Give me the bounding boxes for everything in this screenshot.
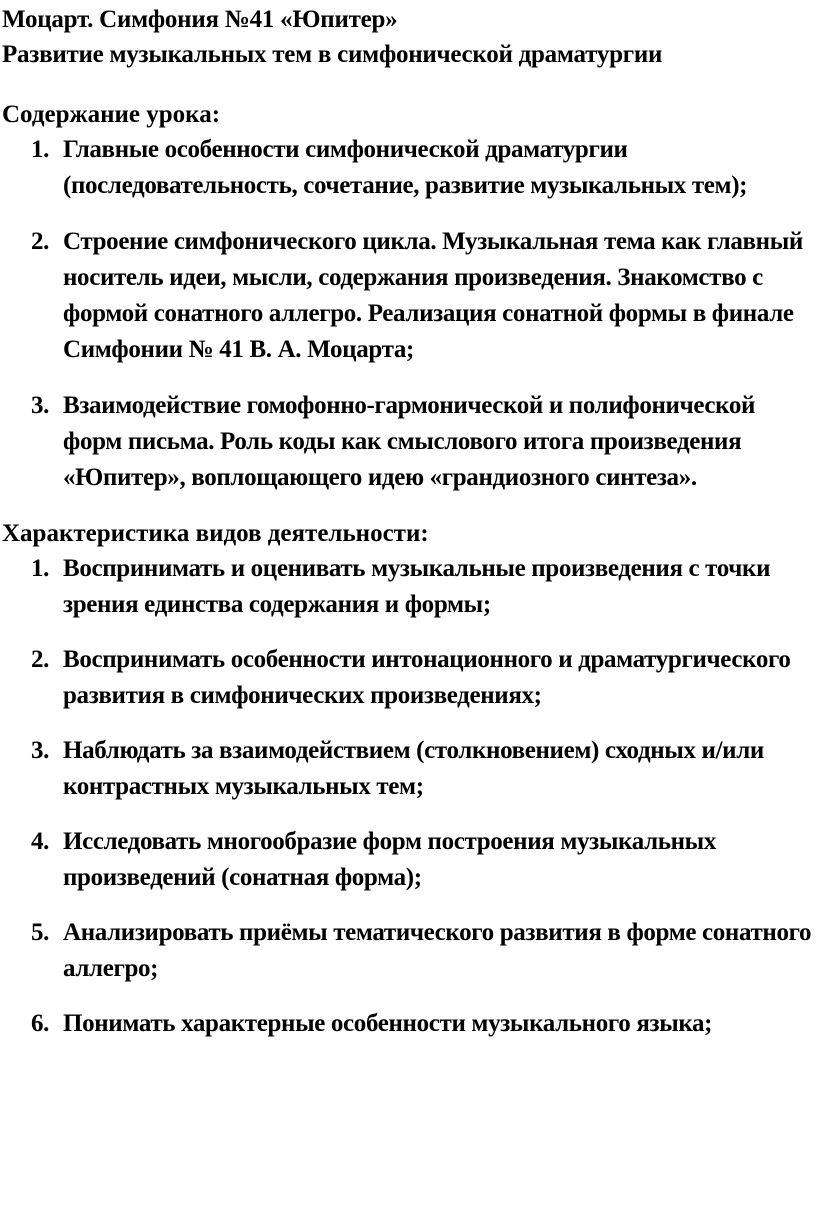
list-item-text: Понимать характерные особенности музыкального языка;: [63, 1010, 713, 1037]
content-item-1: [2, 132, 816, 204]
activity-item-6: [2, 1006, 816, 1042]
list-number: 5.: [31, 919, 50, 946]
activity-item-3: [2, 733, 816, 805]
list-number: 6.: [31, 1010, 50, 1037]
list-number: 1.: [31, 555, 50, 582]
list-number: 3.: [31, 392, 50, 419]
list-number: 2.: [31, 646, 50, 673]
list-item-text: Воспринимать особенности интонационного и драматургического развития в симфонических произведениях;: [63, 646, 791, 709]
content-list: [2, 132, 816, 496]
list-item-text: Взаимодействие гомофонно-гармонической и полифонической форм письма. Роль коды как смыслового итога произведения «Юпитер», воплощающего идею «грандиозного синтеза».: [63, 392, 756, 491]
list-item-text: Воспринимать и оценивать музыкальные произведения с точки зрения единства содержания и формы;: [63, 555, 771, 618]
activities-list: [2, 551, 816, 1042]
list-item-text: Главные особенности симфонической драматургии (последовательность, сочетание, развитие музыкальных тем);: [63, 136, 748, 199]
list-item-text: Анализировать приёмы тематического развития в форме сонатного аллегро;: [63, 919, 812, 982]
document-title: Моцарт. Симфония №41 «Юпитер»: [2, 6, 398, 33]
content-item-2: [2, 224, 816, 368]
activities-heading: Характеристика видов деятельности:: [2, 520, 429, 547]
list-item-text: Строение симфонического цикла. Музыкальная тема как главный носитель идеи, мысли, содержания произведения. Знакомство с формой сонатного аллегро. Реализация сонатной формы в финале Симфонии № 41 В. А. Моцарта;: [63, 228, 803, 363]
activity-item-1: [2, 551, 816, 623]
content-heading: Содержание урока:: [2, 101, 221, 128]
list-item-text: Наблюдать за взаимодействием (столкновением) сходных и/или контрастных музыкальных тем;: [63, 737, 764, 800]
list-number: 2.: [31, 228, 50, 255]
document-subtitle: Развитие музыкальных тем в симфонической драматургии: [2, 41, 663, 68]
activity-item-4: [2, 824, 816, 896]
content-item-3: [2, 388, 816, 496]
list-number: 3.: [31, 737, 50, 764]
list-item-text: Исследовать многообразие форм построения музыкальных произведений (сонатная форма);: [63, 828, 717, 891]
list-number: 1.: [31, 136, 50, 163]
list-number: 4.: [31, 828, 50, 855]
activity-item-2: [2, 642, 816, 714]
activity-item-5: [2, 915, 816, 987]
